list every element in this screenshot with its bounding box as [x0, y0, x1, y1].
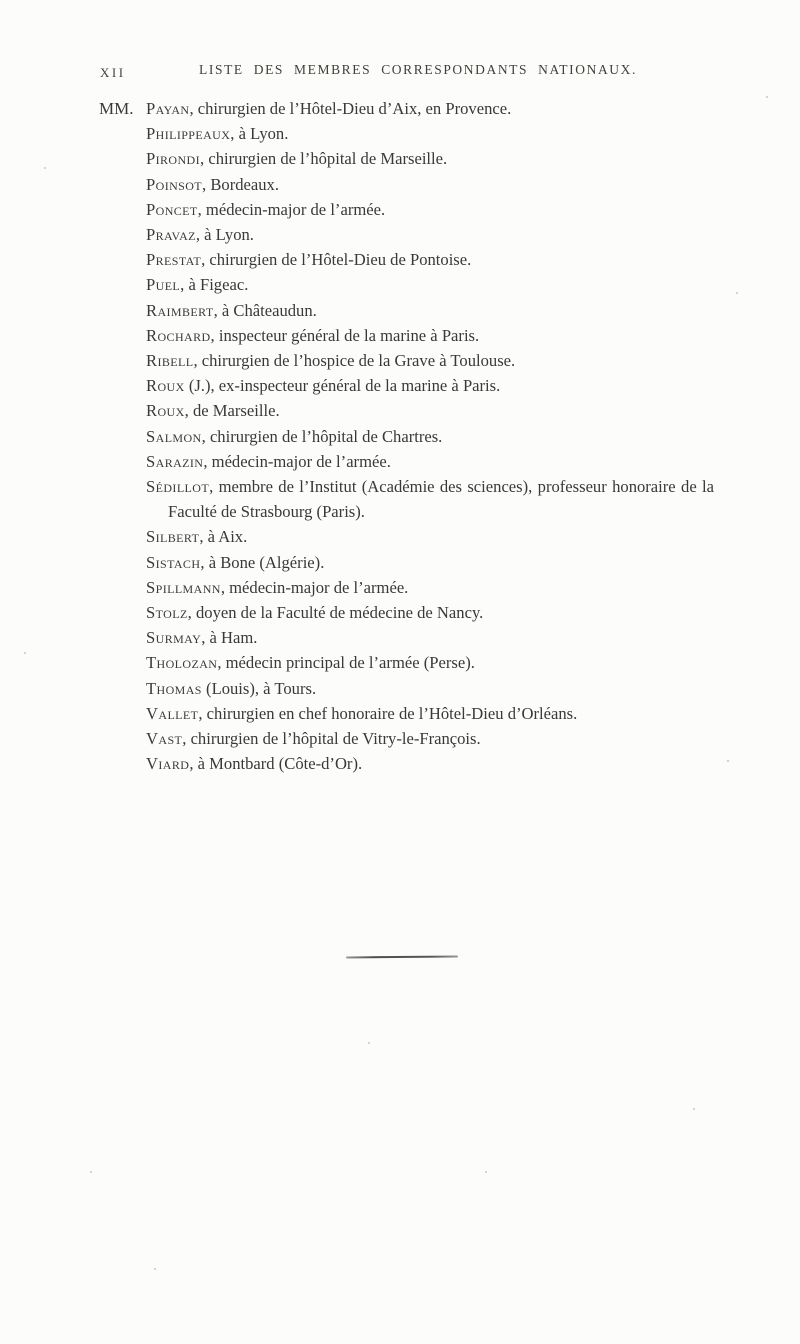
- member-details: , à Aix.: [199, 527, 248, 547]
- member-details: , à Lyon.: [230, 124, 289, 144]
- member-details: , médecin-major de l’armée.: [197, 199, 386, 219]
- member-name: Puel: [146, 275, 181, 295]
- member-entry: [146, 474, 714, 524]
- member-entry: [146, 373, 714, 398]
- member-name: Spillmann: [146, 577, 221, 597]
- member-entry: [146, 146, 714, 171]
- member-entry: [146, 247, 714, 272]
- member-entry: [146, 676, 714, 701]
- member-details: , inspecteur général de la marine à Paris.: [210, 325, 480, 345]
- member-entry: [146, 524, 714, 549]
- member-details: (Louis), à Tours.: [201, 678, 317, 698]
- page-number: XII: [100, 65, 126, 80]
- member-details: , membre de l’Institut (Académie des sciences), professeur honoraire de la Faculté de Strasbourg (Paris).: [168, 477, 714, 522]
- member-entry: [146, 172, 714, 197]
- member-name: Viard: [146, 754, 190, 774]
- member-details: , doyen de la Faculté de médecine de Nancy.: [187, 603, 484, 623]
- member-entry: [146, 650, 714, 675]
- member-name: Sédillot: [146, 477, 210, 497]
- running-title: LISTE DES MEMBRES CORRESPONDANTS NATIONAUX.: [199, 62, 637, 77]
- member-details: , chirurgien de l’hôpital de Chartres.: [201, 426, 443, 446]
- member-entry: [146, 449, 714, 474]
- member-details: , à Lyon.: [195, 225, 254, 245]
- member-entry: [146, 398, 714, 423]
- member-name: Sistach: [146, 552, 201, 572]
- member-details: , à Montbard (Côte-d’Or).: [189, 754, 363, 774]
- member-name: Silbert: [146, 527, 200, 547]
- member-entry: [146, 726, 714, 751]
- member-details: , à Figeac.: [180, 275, 249, 295]
- member-details: , médecin-major de l’armée.: [203, 451, 391, 471]
- member-name: Raimbert: [146, 300, 214, 320]
- member-details: , médecin principal de l’armée (Perse).: [217, 653, 475, 673]
- member-name: Roux: [146, 376, 185, 396]
- member-name: Surmay: [146, 628, 202, 648]
- member-name: Roux: [146, 401, 185, 421]
- member-name: Poncet: [146, 199, 198, 219]
- member-name: Philippeaux: [146, 124, 231, 144]
- member-entry: [146, 323, 714, 348]
- member-entry: [146, 298, 714, 323]
- member-details: , chirurgien de l’Hôtel-Dieu d’Aix, en Provence.: [189, 99, 512, 118]
- member-name: Pravaz: [146, 225, 196, 245]
- member-name: Stolz: [146, 603, 188, 623]
- member-details: , chirurgien de l’hôpital de Vitry-le-François.: [182, 729, 481, 749]
- member-name: Salmon: [146, 426, 202, 446]
- member-name: Vallet: [146, 703, 199, 723]
- member-entry: [146, 222, 714, 247]
- member-entry: [146, 600, 714, 625]
- member-details: , chirurgien de l’hospice de la Grave à Toulouse.: [193, 351, 516, 371]
- list-prefix: MM.: [99, 99, 134, 118]
- member-name: Prestat: [146, 250, 202, 270]
- member-entry: [146, 701, 714, 726]
- page-header: [0, 62, 776, 82]
- member-name: Thomas: [146, 678, 202, 698]
- section-divider: [346, 956, 458, 959]
- member-entry: [146, 272, 714, 297]
- member-name: Ribell: [146, 351, 194, 371]
- member-details: , à Ham.: [201, 628, 258, 648]
- member-entry: [146, 751, 714, 776]
- member-details: , chirurgien de l’Hôtel-Dieu de Pontoise.: [201, 250, 472, 270]
- member-entry: [146, 625, 714, 650]
- member-name: Sarazin: [146, 451, 204, 471]
- member-details: , de Marseille.: [184, 401, 280, 421]
- member-entry: [146, 575, 714, 600]
- member-details: (J.), ex-inspecteur général de la marine à Paris.: [184, 376, 501, 396]
- members-list: [146, 96, 714, 776]
- member-entry: [146, 550, 714, 575]
- member-name: Tholozan: [146, 653, 218, 673]
- member-details: , médecin-major de l’armée.: [220, 577, 409, 597]
- member-entry: [146, 424, 714, 449]
- member-details: , chirurgien en chef honoraire de l’Hôtel-Dieu d’Orléans.: [198, 703, 578, 723]
- member-details: , Bordeaux.: [202, 174, 279, 194]
- member-entry: [146, 96, 714, 121]
- member-name: Rochard: [146, 325, 211, 345]
- member-entry: [146, 197, 714, 222]
- member-details: , à Châteaudun.: [213, 300, 317, 320]
- member-name: Payan: [146, 99, 190, 118]
- member-name: Vast: [146, 729, 183, 749]
- member-name: Poinsot: [146, 174, 203, 194]
- member-entry: [146, 348, 714, 373]
- member-entry: [146, 121, 714, 146]
- member-details: , à Bone (Algérie).: [200, 552, 325, 572]
- member-details: , chirurgien de l’hôpital de Marseille.: [200, 149, 448, 169]
- member-name: Pirondi: [146, 149, 201, 169]
